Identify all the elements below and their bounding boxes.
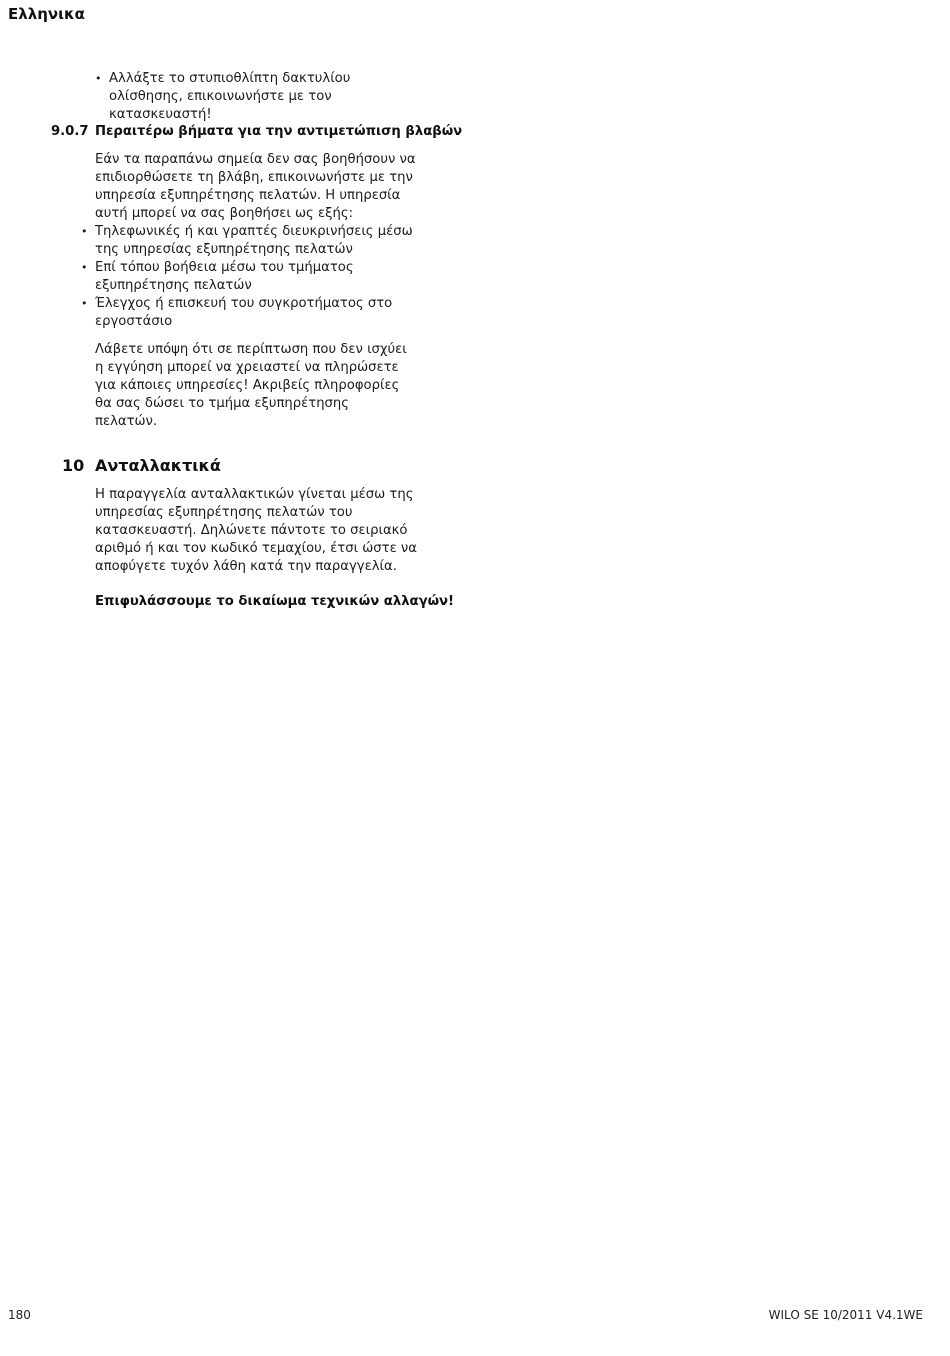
language-label: Ελληνικα [8, 5, 85, 23]
subsection-number: 9.0.7 [51, 124, 89, 139]
list-item: • Επί τόπου βοήθεια μέσω του τμήματος εξυπηρέτησης πελατών [81, 259, 429, 295]
document-id: WILO SE 10/2011 V4.1WE [768, 1308, 923, 1322]
intro-bullet-list [95, 70, 425, 124]
subsection-paragraph: Εάν τα παραπάνω σημεία δεν σας βοηθήσουν να επιδιορθώσετε τη βλάβη, επικοινωνήστε με την υπηρεσία εξυπηρέτησης πελατών. Η υπηρεσία αυτή μπορεί να σας βοηθήσει ως εξής: [95, 152, 416, 221]
subsection-title: Περαιτέρω βήματα για την αντιμετώπιση βλαβών [95, 124, 463, 139]
subsection-bullet-list [81, 223, 429, 331]
list-item: • Τηλεφωνικές ή και γραπτές διευκρινήσεις μέσω της υπηρεσίας εξυπηρέτησης πελατών [81, 223, 429, 259]
technical-changes-note: Επιφυλάσσουμε το δικαίωμα τεχνικών αλλαγών! [95, 594, 455, 609]
section-number: 10 [62, 456, 85, 475]
list-item: • Αλλάξτε το στυπιοθλίπτη δακτυλίου ολίσθησης, επικοινωνήστε με τον κατασκευαστή! [95, 70, 425, 124]
section-paragraph: Η παραγγελία ανταλλακτικών γίνεται μέσω της υπηρεσίας εξυπηρέτησης πελατών του κατασκευαστή. Δηλώνετε πάντοτε το σειριακό αριθμό ή και τον κωδικό τεμαχίου, έτσι ώστε να αποφύγετε τυχόν λάθη κατά την παραγγελία. [95, 487, 417, 574]
warranty-note: Λάβετε υπόψη ότι σε περίπτωση που δεν ισχύει η εγγύηση μπορεί να χρειαστεί να πληρώσετε για κάποιες υπηρεσίες! Ακριβείς πληροφορίες θα σας δώσει το τμήμα εξυπηρέτησης πελατών. [95, 342, 407, 429]
section-title: Ανταλλακτικά [95, 456, 221, 475]
list-item: • Έλεγχος ή επισκευή του συγκροτήματος στο εργοστάσιο [81, 295, 429, 331]
page-number: 180 [8, 1308, 31, 1322]
